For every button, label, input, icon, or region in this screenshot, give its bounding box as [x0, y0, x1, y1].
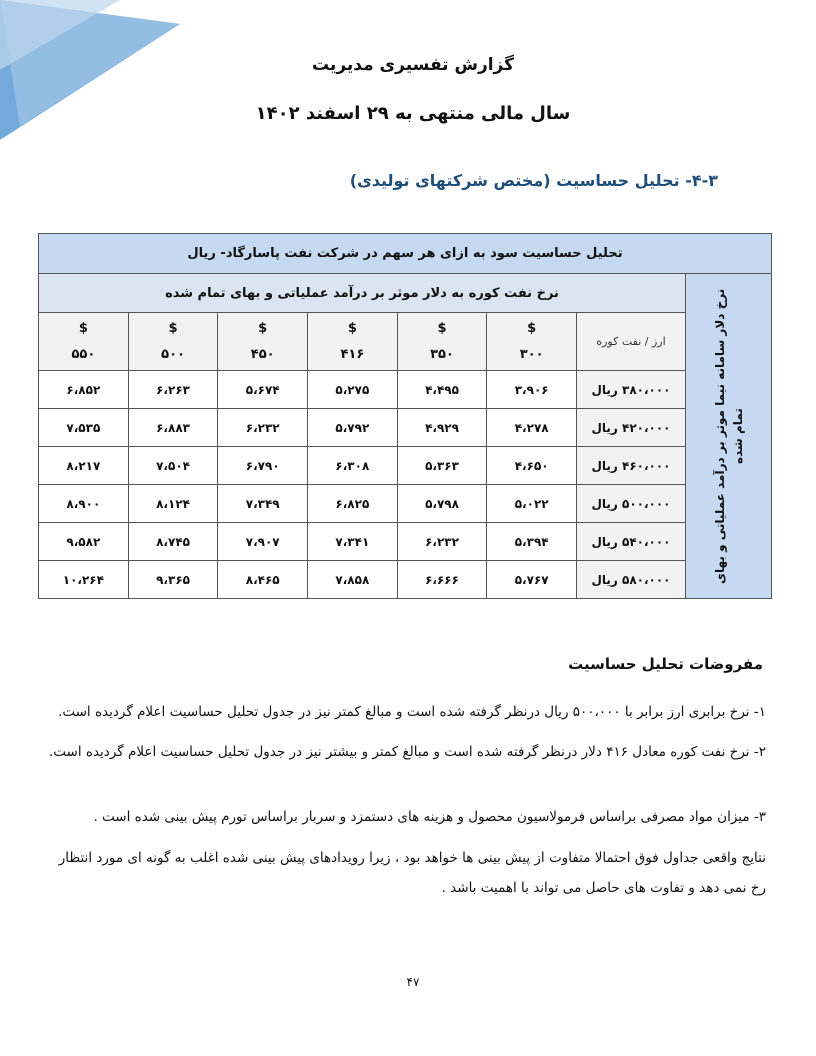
dollar-sign: $	[527, 320, 537, 336]
eps-value: ۹،۵۸۲	[39, 523, 129, 561]
exchange-rate-label: ۴۶۰،۰۰۰ ریال	[577, 447, 686, 485]
table-subheader: نرخ نفت کوره به دلار موثر بر درآمد عملیاتی و بهای تمام شده	[39, 274, 686, 313]
eps-value: ۵،۶۷۴	[218, 371, 308, 409]
price-column-header	[128, 313, 218, 371]
assumption-item-1: ۱- نرخ برابری ارز برابر با ۵۰۰،۰۰۰ ریال درنظر گرفته شده است و مبالغ کمتر نیز در جدول تحلیل حساسیت اعلام گردیده است.	[58, 704, 766, 720]
eps-value: ۵،۰۲۲	[487, 485, 577, 523]
table-row	[39, 447, 772, 485]
dollar-sign: $	[437, 320, 447, 336]
eps-value: ۷،۹۰۷	[218, 523, 308, 561]
eps-value: ۷،۵۰۴	[128, 447, 218, 485]
eps-value: ۴،۹۲۹	[397, 409, 487, 447]
eps-value: ۱۰،۲۶۴	[39, 561, 129, 599]
eps-value: ۵،۷۹۸	[397, 485, 487, 523]
price-value: ۳۰۰	[519, 346, 544, 362]
exchange-rate-label: ۵۴۰،۰۰۰ ریال	[577, 523, 686, 561]
table-row	[39, 371, 772, 409]
page-number: ۴۷	[406, 975, 420, 989]
eps-value: ۸،۲۱۷	[39, 447, 129, 485]
dollar-sign: $	[78, 320, 88, 336]
table-row	[39, 523, 772, 561]
price-column-header	[308, 313, 398, 371]
exchange-rate-label: ۴۲۰،۰۰۰ ریال	[577, 409, 686, 447]
table-row	[39, 561, 772, 599]
eps-value: ۸،۹۰۰	[39, 485, 129, 523]
exchange-rate-label: ۵۰۰،۰۰۰ ریال	[577, 485, 686, 523]
price-value: ۵۰۰	[161, 346, 185, 362]
price-column-header	[218, 313, 308, 371]
assumption-item-2: ۲- نرخ نفت کوره معادل ۴۱۶ دلار درنظر گرفته شده است و مبالغ کمتر و بیشتر نیز در جدول تحلیل حساسیت اعلام گردیده است.	[48, 744, 766, 760]
corner-label: ارز / نفت کوره	[577, 313, 686, 371]
price-column-header	[39, 313, 129, 371]
eps-value: ۵،۷۶۷	[487, 561, 577, 599]
side-label: نرخ دلار سامانه نیما موثر بر درآمد عملیاتی و بهای تمام شده	[712, 288, 745, 584]
table-row	[39, 409, 772, 447]
eps-value: ۴،۲۷۸	[487, 409, 577, 447]
report-subtitle: سال مالی منتهی به ۲۹ اسفند ۱۴۰۲	[255, 103, 571, 124]
eps-value: ۵،۳۶۳	[397, 447, 487, 485]
section-heading: ۴-۳- تحلیل حساسیت (مختص شرکتهای تولیدی)	[349, 171, 718, 190]
report-title: گزارش تفسیری مدیریت	[311, 55, 515, 75]
assumptions-title: مفروضات تحلیل حساسیت	[568, 655, 763, 673]
eps-value: ۵،۷۹۲	[308, 409, 398, 447]
dollar-sign: $	[168, 320, 178, 336]
eps-value: ۸،۴۶۵	[218, 561, 308, 599]
eps-value: ۷،۸۵۸	[308, 561, 398, 599]
price-column-header	[397, 313, 487, 371]
price-column-header	[487, 313, 577, 371]
assumption-item-3: ۳- میزان مواد مصرفی براساس فرمولاسیون محصول و هزینه های دستمزد و سربار براساس تورم پیش بینی شده است .	[93, 809, 766, 825]
eps-value: ۵،۳۹۴	[487, 523, 577, 561]
eps-value: ۷،۳۴۱	[308, 523, 398, 561]
exchange-rate-label: ۳۸۰،۰۰۰ ریال	[577, 371, 686, 409]
price-value: ۴۵۰	[250, 346, 275, 362]
eps-value: ۶،۲۳۲	[218, 409, 308, 447]
eps-value: ۶،۸۸۳	[128, 409, 218, 447]
exchange-rate-label: ۵۸۰،۰۰۰ ریال	[577, 561, 686, 599]
eps-value: ۶،۷۹۰	[218, 447, 308, 485]
eps-value: ۹،۳۶۵	[128, 561, 218, 599]
eps-value: ۶،۳۰۸	[308, 447, 398, 485]
eps-value: ۸،۱۲۴	[128, 485, 218, 523]
eps-value: ۴،۴۹۵	[397, 371, 487, 409]
eps-value: ۳،۹۰۶	[487, 371, 577, 409]
eps-value: ۶،۸۲۵	[308, 485, 398, 523]
eps-value: ۸،۷۴۵	[128, 523, 218, 561]
price-value: ۵۵۰	[71, 346, 96, 362]
eps-value: ۶،۶۶۶	[397, 561, 487, 599]
dollar-sign: $	[347, 320, 357, 336]
eps-value: ۴،۶۵۰	[487, 447, 577, 485]
eps-value: ۶،۸۵۲	[39, 371, 129, 409]
table-row	[39, 485, 772, 523]
price-value: ۴۱۶	[340, 346, 365, 362]
price-value: ۳۵۰	[430, 346, 454, 362]
table-title: تحلیل حساسیت سود به ازای هر سهم در شرکت نفت پاسارگاد- ریال	[39, 234, 772, 274]
side-label-cell	[686, 274, 772, 599]
assumption-note: نتایج واقعی جداول فوق احتمالا متفاوت از پیش بینی ها خواهد بود ، زیرا رویدادهای پیش بینی شده اغلب به گونه ای مورد انتظار رخ نمی دهد و تفاوت های حاصل می تواند با اهمیت باشد .	[58, 850, 766, 896]
eps-value: ۵،۲۷۵	[308, 371, 398, 409]
eps-value: ۷،۳۴۹	[218, 485, 308, 523]
eps-value: ۶،۲۳۲	[397, 523, 487, 561]
dollar-sign: $	[258, 320, 268, 336]
sensitivity-table	[38, 233, 772, 599]
eps-value: ۷،۵۳۵	[39, 409, 129, 447]
eps-value: ۶،۲۶۳	[128, 371, 218, 409]
